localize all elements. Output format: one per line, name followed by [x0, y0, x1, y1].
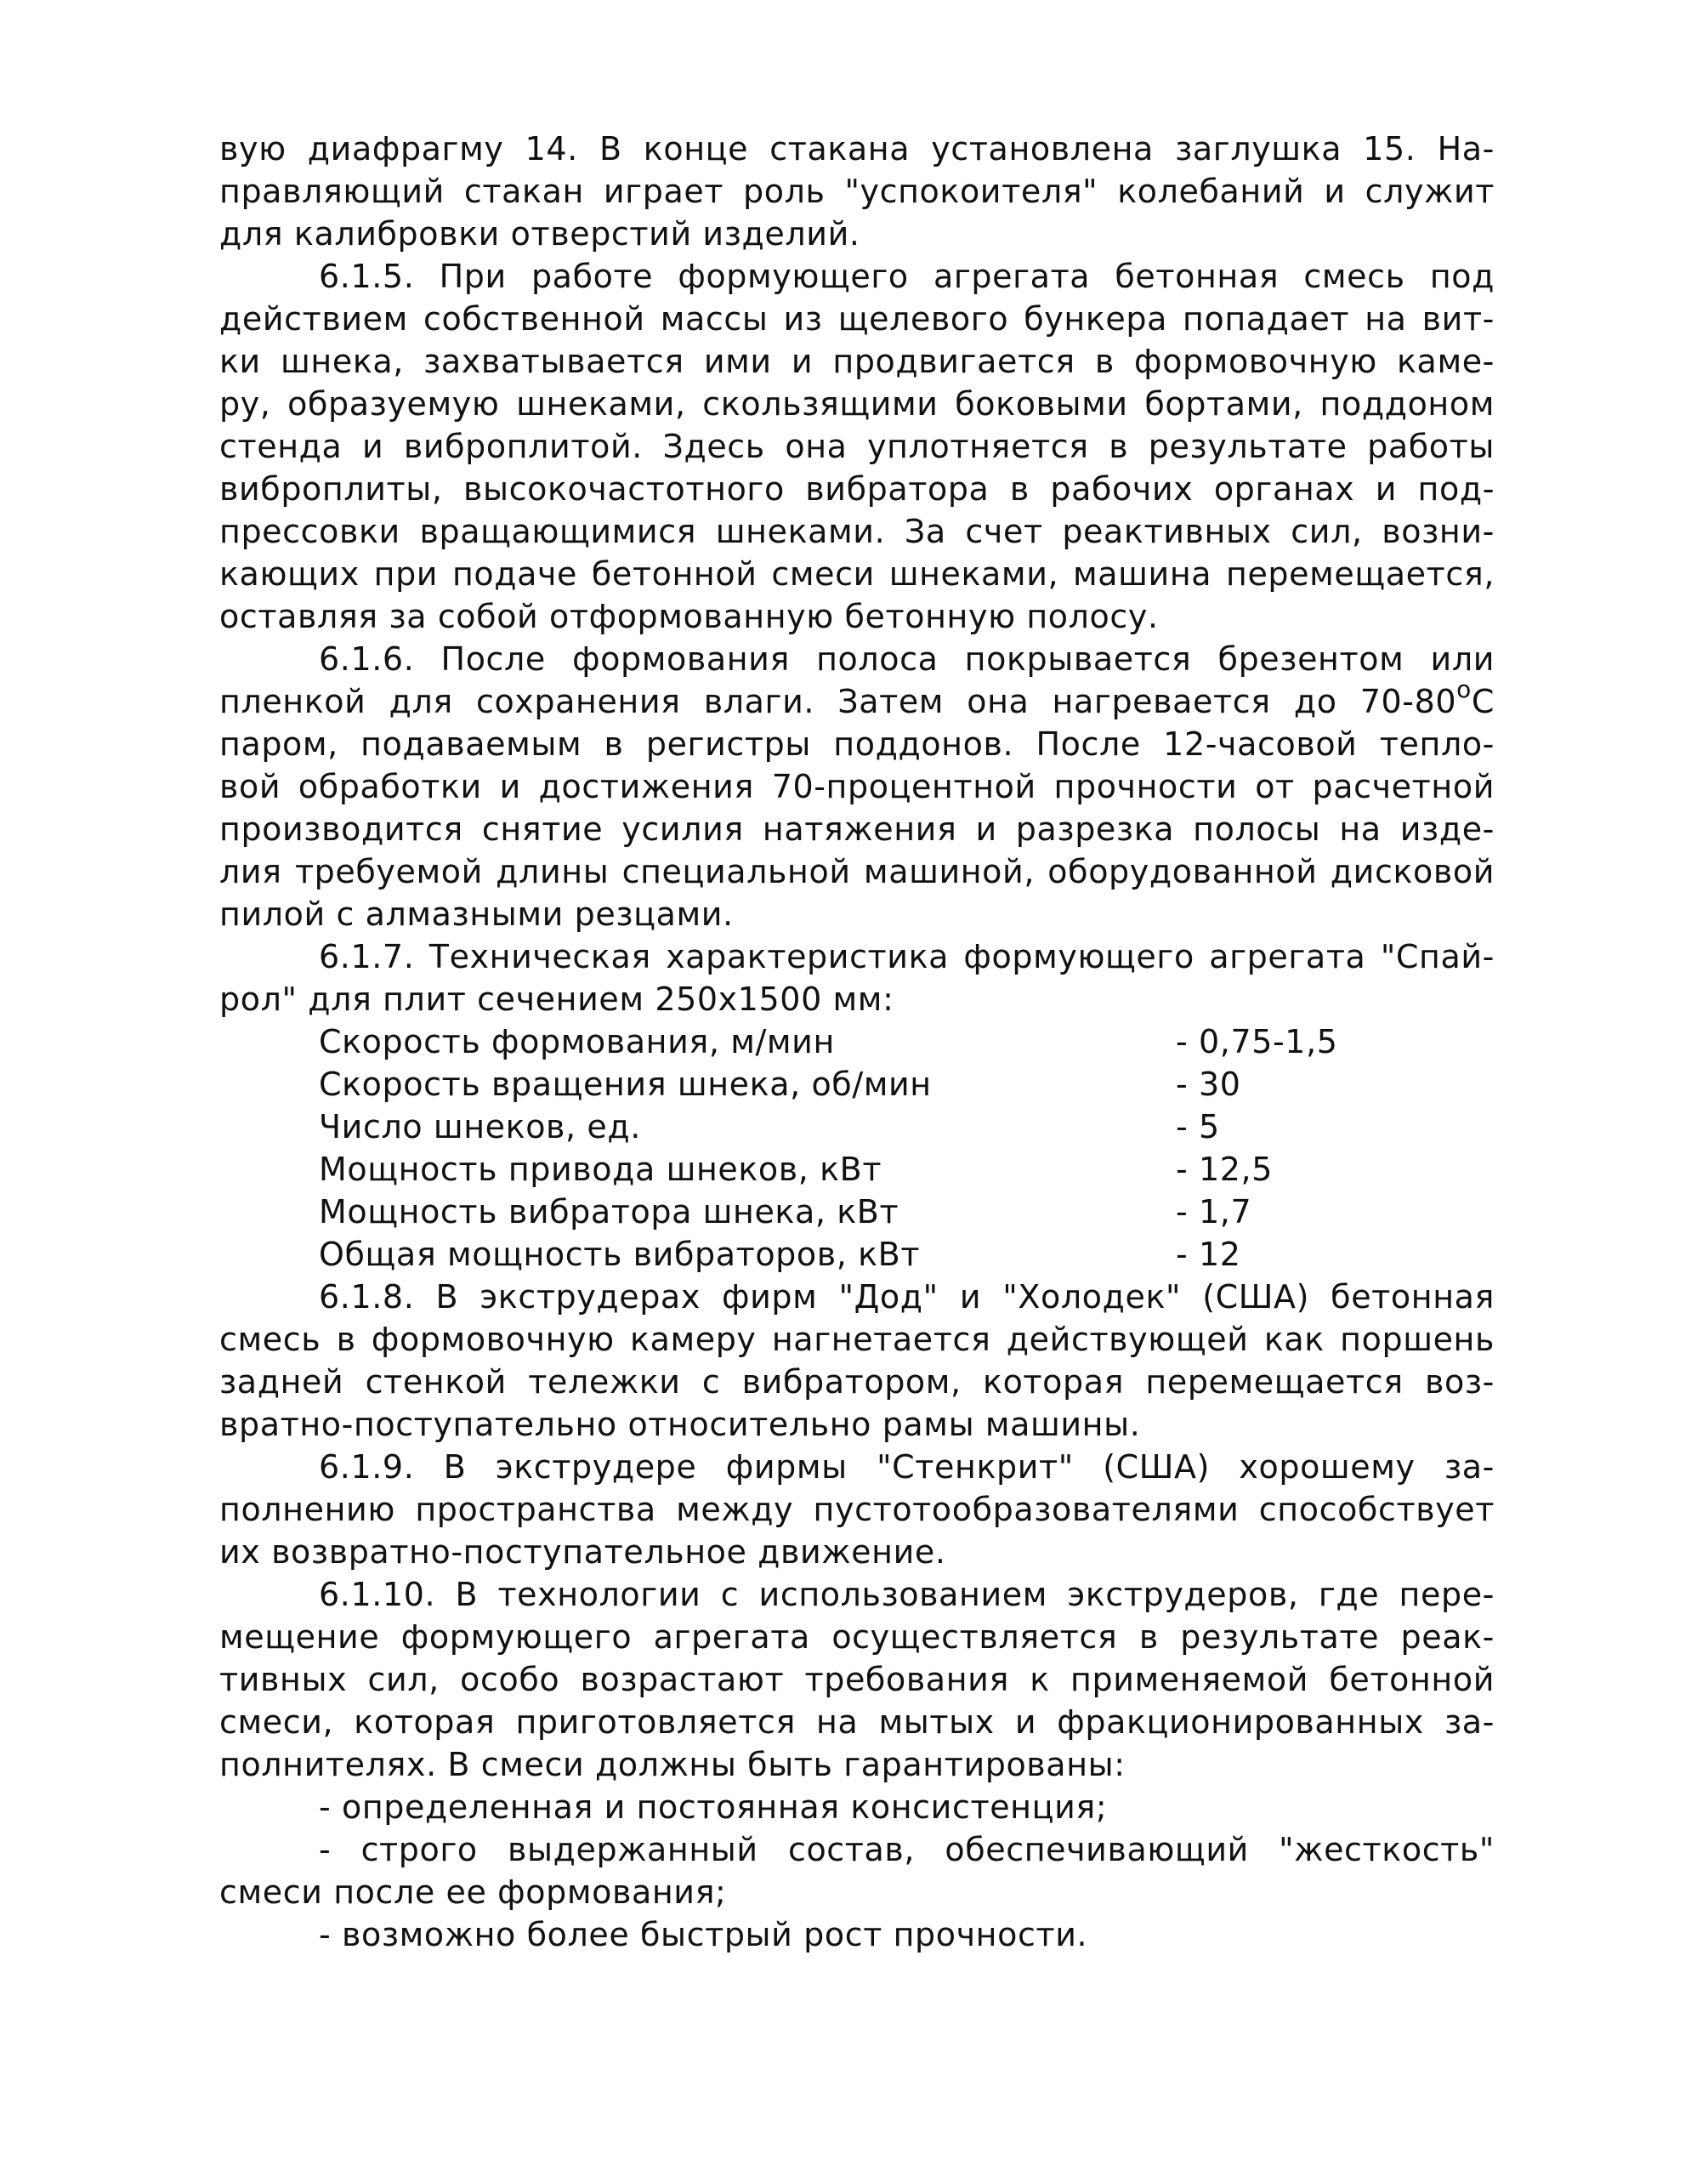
spec-value: - 1,7: [1176, 1193, 1252, 1231]
paragraph-6-1-10: [219, 1573, 1495, 1786]
spec-row: [219, 1106, 1495, 1148]
spec-label: Скорость вращения шнека, об/мин: [319, 1066, 932, 1103]
spec-label: Число шнеков, ед.: [319, 1108, 641, 1145]
spec-row: [219, 1020, 1495, 1063]
paragraph-6-1-7: [219, 935, 1495, 1020]
paragraph-6-1-8: [219, 1276, 1495, 1446]
text-line: полнению пространства между пустотообразователями способствует: [219, 1491, 1495, 1528]
text-line: производится снятие усилия натяжения и разрезка полосы на изде-: [219, 810, 1495, 848]
text-line: смесь в формовочную камеру нагнетается действующей как поршень: [219, 1321, 1495, 1358]
requirements-list: [219, 1786, 1495, 1956]
spec-row: [219, 1233, 1495, 1276]
text-line: 6.1.5. При работе формующего агрегата бетонная смесь под: [319, 258, 1495, 295]
text-line: 6.1.8. В экструдерах фирм "Дод" и "Холодек" (США) бетонная: [319, 1278, 1495, 1316]
text-line: стенда и виброплитой. Здесь она уплотняется в результате работы: [219, 428, 1495, 465]
text-line: 6.1.10. В технологии с использованием экструдеров, где пере-: [319, 1576, 1495, 1613]
text-line: правляющий стакан играет роль "успокоителя" колебаний и служит: [219, 173, 1495, 210]
text-line: их возвратно-поступательное движение.: [219, 1533, 946, 1571]
text-line: тивных сил, особо возрастают требования к применяемой бетонной: [219, 1661, 1495, 1698]
text-line: пилой с алмазными резцами.: [219, 895, 734, 933]
list-item-continuation: смеси после ее формования;: [219, 1873, 727, 1911]
text-line: 6.1.7. Техническая характеристика формующего агрегата "Спай-: [319, 938, 1495, 975]
list-item: - определенная и постоянная консистенция;: [319, 1788, 1108, 1826]
spec-row: [219, 1191, 1495, 1233]
spec-label: Мощность вибратора шнека, кВт: [319, 1193, 899, 1231]
paragraph-continuation: [219, 128, 1495, 255]
spec-value: - 12: [1176, 1236, 1241, 1273]
text-line: задней стенкой тележки с вибратором, которая перемещается воз-: [219, 1363, 1495, 1401]
text-line: 6.1.6. После формования полоса покрывается брезентом или: [319, 640, 1495, 678]
text-line: ки шнека, захватывается ими и продвигается в формовочную каме-: [219, 343, 1495, 380]
spec-row: [219, 1063, 1495, 1106]
spec-value: - 30: [1176, 1066, 1241, 1103]
text-line: оставляя за собой отформованную бетонную полосу.: [219, 598, 1159, 635]
document-page: [219, 128, 1495, 1956]
text-line: полнителях. В смеси должны быть гарантированы:: [219, 1746, 1126, 1783]
temperature-unit: С: [1471, 683, 1495, 720]
text-line: ру, образуемую шнеками, скользящими боковыми бортами, поддоном: [219, 385, 1495, 423]
text-line: действием собственной массы из щелевого бункера попадает на вит-: [219, 300, 1495, 338]
spec-label: Мощность привода шнеков, кВт: [319, 1151, 882, 1188]
spec-value: - 12,5: [1176, 1151, 1274, 1188]
spec-value: - 0,75-1,5: [1176, 1023, 1338, 1060]
text-line: кающих при подаче бетонной смеси шнеками, машина перемещается,: [219, 555, 1495, 593]
spec-label: Скорость формования, м/мин: [319, 1023, 835, 1060]
paragraph-6-1-9: [219, 1446, 1495, 1573]
paragraph-6-1-5: [219, 255, 1495, 638]
text-line: вую диафрагму 14. В конце стакана установлена заглушка 15. На-: [219, 130, 1495, 168]
text-line: лия требуемой длины специальной машиной, оборудованной дисковой: [219, 853, 1495, 890]
list-item: - строго выдержанный состав, обеспечивающий "жесткость": [319, 1831, 1495, 1868]
paragraph-6-1-6: [219, 638, 1495, 935]
list-item: - возможно более быстрый рост прочности.: [319, 1916, 1088, 1953]
text-line: виброплиты, высокочастотного вибратора в рабочих органах и под-: [219, 470, 1495, 508]
spec-table: [219, 1020, 1495, 1276]
text-line: вой обработки и достижения 70-процентной прочности от расчетной: [219, 768, 1495, 805]
text-line: 6.1.9. В экструдере фирмы "Стенкрит" (США) хорошему за-: [319, 1448, 1495, 1486]
spec-row: [219, 1148, 1495, 1191]
text-line: рол" для плит сечением 250x1500 мм:: [219, 981, 894, 1018]
text-line-with-temperature: [219, 675, 1495, 723]
text-line: для калибровки отверстий изделий.: [219, 215, 860, 253]
text-line: мещение формующего агрегата осуществляется в результате реак-: [219, 1618, 1495, 1656]
text-segment: пленкой для сохранения влаги. Затем она нагревается до 70-80: [219, 683, 1457, 720]
degree-sign: о: [1456, 675, 1472, 704]
text-line: смеси, которая приготовляется на мытых и фракционированных за-: [219, 1703, 1495, 1741]
text-line: паром, подаваемым в регистры поддонов. После 12-часовой тепло-: [219, 725, 1495, 763]
text-line: вратно-поступательно относительно рамы машины.: [219, 1406, 1141, 1443]
spec-value: - 5: [1176, 1108, 1220, 1145]
spec-label: Общая мощность вибраторов, кВт: [319, 1236, 921, 1273]
text-line: прессовки вращающимися шнеками. За счет реактивных сил, возни-: [219, 513, 1495, 550]
